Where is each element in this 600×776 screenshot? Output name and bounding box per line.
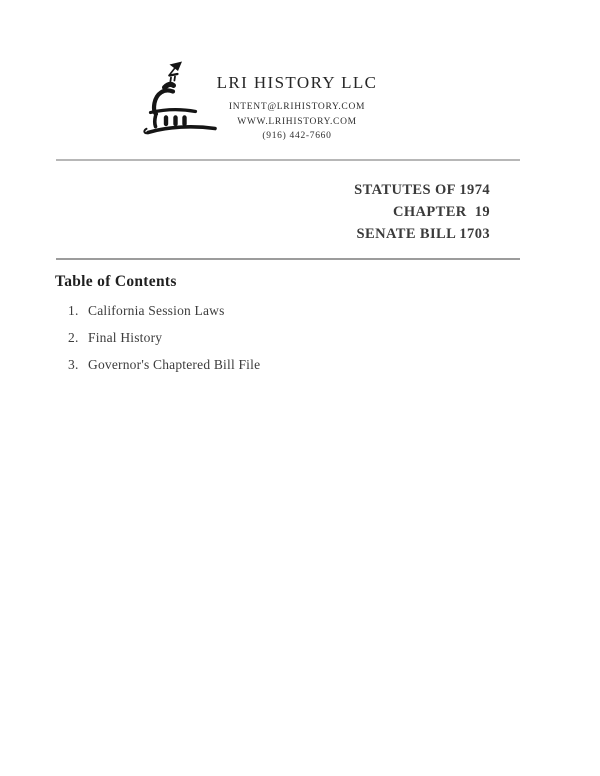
company-phone: (916) 442-7660 (262, 131, 332, 141)
toc-item-number: 2. (68, 330, 79, 345)
toc-item-final-history[interactable] (68, 330, 418, 346)
chapter-line: CHAPTER 19 (392, 204, 490, 220)
toc-item-chaptered-bill-file[interactable] (68, 357, 418, 373)
toc-item-number: 3. (68, 357, 79, 372)
divider-bottom (56, 258, 520, 260)
toc-item-label: California Session Laws (88, 303, 225, 318)
company-name: LRI HISTORY LLC (216, 73, 378, 92)
senate-bill-line: SENATE BILL 1703 (356, 226, 490, 242)
company-website-link[interactable]: WWW.LRIHISTORY.COM (237, 116, 357, 127)
toc-item-session-laws[interactable] (68, 303, 418, 319)
company-email-link[interactable]: INTENT@LRIHISTORY.COM (228, 102, 366, 112)
divider-top (56, 159, 520, 161)
toc-item-label: Governor's Chaptered Bill File (88, 357, 261, 372)
toc-list (68, 303, 418, 384)
toc-heading: Table of Contents (55, 273, 177, 290)
statutes-year-line: STATUTES OF 1974 (354, 182, 490, 198)
toc-item-label: Final History (88, 330, 163, 345)
toc-item-number: 1. (68, 303, 79, 318)
company-header (147, 73, 447, 144)
statute-reference-block (190, 179, 490, 245)
